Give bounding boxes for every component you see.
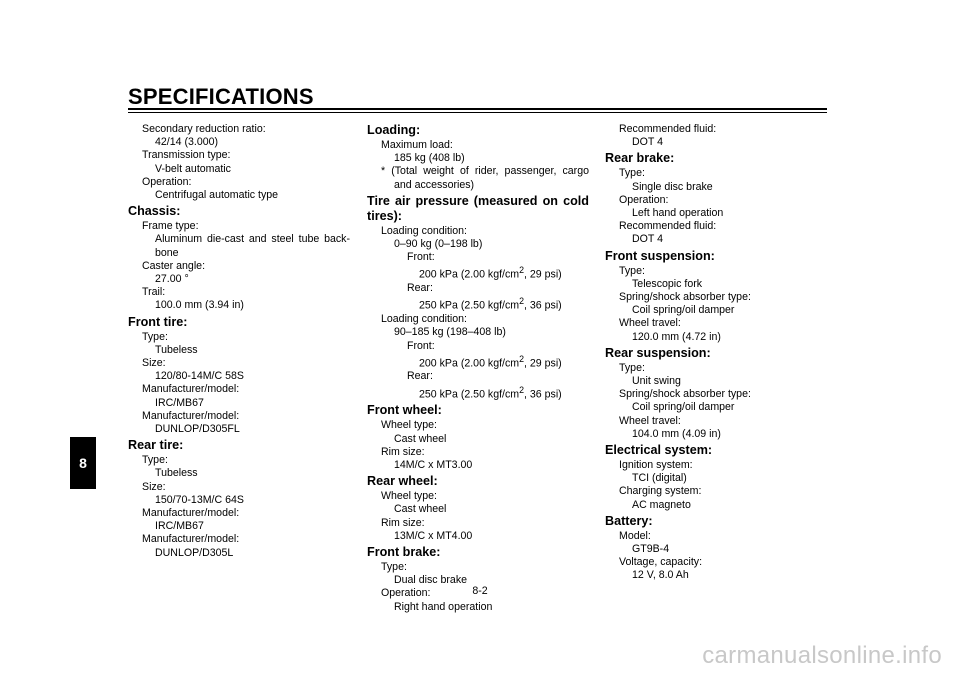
spec-label: Wheel type: [381, 490, 437, 503]
superscript: 2 [519, 353, 525, 364]
spec-label: Wheel type: [381, 419, 437, 432]
spec-label: Caster angle: [142, 259, 206, 272]
spec-label: Spring/shock absorber type: [619, 388, 751, 401]
spec-value [367, 295, 589, 313]
pressure-value-part: , 36 psi) [524, 299, 562, 312]
spec-value: TCI (digital) [632, 472, 687, 485]
pressure-value-part: 250 kPa (2.50 kgf/cm [419, 299, 520, 312]
spec-label: Type: [142, 454, 168, 467]
spec-value: DOT 4 [632, 233, 664, 246]
spec-value: Left hand operation [632, 207, 724, 220]
spec-value: 104.0 mm (4.09 in) [632, 427, 721, 440]
spec-value: DUNLOP/D305L [155, 546, 234, 559]
spec-label: Manufacturer/model: [142, 533, 240, 546]
spec-value: GT9B-4 [632, 543, 670, 556]
spec-value: V-belt automatic [155, 162, 231, 175]
spec-value: DOT 4 [632, 136, 664, 149]
spec-label: Front: [407, 339, 435, 352]
spec-value: IRC/MB67 [155, 520, 204, 533]
spec-label: Ignition system: [619, 459, 693, 472]
section-heading-loading: Loading: [367, 123, 421, 137]
spec-label: Frame type: [142, 220, 199, 233]
spec-value: Telescopic fork [632, 277, 703, 290]
spec-value: Single disc brake [632, 180, 713, 193]
section-heading-rear-tire: Rear tire: [128, 438, 184, 453]
spec-value: AC magneto [632, 498, 691, 511]
section-heading-rear-brake: Rear brake: [605, 151, 675, 166]
spec-value: DUNLOP/D305FL [155, 423, 240, 436]
header-rule-thin [128, 112, 827, 113]
spec-value: IRC/MB67 [155, 396, 204, 409]
superscript: 2 [519, 265, 525, 276]
spec-value [367, 264, 589, 282]
chapter-tab [70, 437, 96, 489]
section-heading-front-wheel: Front wheel: [367, 403, 442, 418]
spec-label: Transmission type: [142, 149, 231, 162]
spec-label: Manufacturer/model: [142, 383, 240, 396]
spec-value: 14M/C x MT3.00 [394, 458, 473, 471]
spec-label: Manufacturer/model: [142, 409, 240, 422]
section-heading-front-tire: Front tire: [128, 314, 188, 329]
section-heading-tire-pressure: Tire air pressure (measured on cold tires): [367, 193, 589, 223]
pressure-value-part: 200 kPa (2.00 kgf/cm [419, 357, 520, 370]
pressure-value-part: , 29 psi) [524, 357, 562, 370]
spec-label: Model: [619, 529, 651, 542]
spec-label: Rim size: [381, 516, 425, 529]
spec-label: Wheel travel: [619, 414, 681, 427]
page-number: 8-2 [472, 585, 488, 597]
header-rule-thick [128, 108, 827, 110]
spec-value: Unit swing [632, 375, 681, 388]
spec-value: 120.0 mm (4.72 in) [632, 330, 721, 343]
spec-value: Right hand operation [394, 600, 493, 613]
spec-label: Maximum load: [381, 139, 453, 151]
spec-value: Tubeless [155, 467, 198, 480]
pressure-value-part: 200 kPa (2.00 kgf/cm [419, 268, 520, 281]
superscript: 2 [519, 384, 525, 395]
spec-value: 13M/C x MT4.00 [394, 529, 473, 542]
spec-value: 0–90 kg (0–198 lb) [394, 238, 483, 251]
spec-label: Secondary reduction ratio: [142, 123, 266, 135]
spec-value: 120/80-14M/C 58S [155, 370, 244, 383]
spec-label: Manufacturer/model: [142, 507, 240, 520]
spec-value: 27.00 ° [155, 273, 189, 286]
spec-value: Coil spring/oil damper [632, 304, 735, 317]
spec-label: Recommended fluid: [619, 123, 717, 135]
spec-label: Operation: [142, 175, 192, 188]
spec-label: Type: [619, 361, 645, 374]
spec-value: Aluminum die-cast and steel tube back-bone [155, 233, 350, 259]
section-heading-front-brake: Front brake: [367, 545, 441, 559]
pressure-value-part: , 36 psi) [524, 388, 562, 401]
spec-column-3 [605, 123, 827, 583]
spec-label: Loading condition: [381, 313, 467, 326]
spec-label: Size: [142, 480, 166, 493]
chapter-tab-number: 8 [79, 455, 87, 471]
spec-label: Loading condition: [381, 224, 467, 237]
section-heading-chassis: Chassis: [128, 204, 181, 219]
spec-value [367, 384, 589, 402]
spec-value: 12 V, 8.0 Ah [632, 569, 689, 582]
spec-value: Tubeless [155, 343, 198, 356]
superscript: 2 [519, 296, 525, 307]
watermark: carmanualsonline.info [702, 642, 942, 669]
section-heading-front-suspension: Front suspension: [605, 248, 715, 263]
spec-label: Operation: [619, 193, 669, 206]
spec-value: 42/14 (3.000) [155, 136, 219, 149]
spec-value: 100.0 mm (3.94 in) [155, 299, 244, 312]
spec-value [367, 353, 589, 371]
pressure-value-part: , 29 psi) [524, 268, 562, 281]
spec-label: Trail: [142, 286, 166, 299]
spec-label: Front: [407, 251, 435, 264]
spec-label: Type: [381, 561, 407, 573]
spec-label: Operation: [381, 587, 431, 600]
spec-label: Type: [142, 330, 168, 343]
spec-label: Rear: [407, 370, 433, 383]
spec-label: Rear: [407, 282, 433, 295]
spec-value: Centrifugal automatic type [155, 189, 279, 202]
spec-label: Wheel travel: [619, 317, 681, 330]
spec-label: Type: [619, 167, 645, 180]
spec-label: Recommended fluid: [619, 220, 717, 233]
spec-value: Cast wheel [394, 503, 447, 516]
spec-label: Rim size: [381, 445, 425, 458]
section-heading-electrical: Electrical system: [605, 443, 713, 458]
page-title: SPECIFICATIONS [128, 84, 314, 109]
spec-value: 150/70-13M/C 64S [155, 493, 244, 506]
spec-value: Dual disc brake [394, 574, 468, 587]
spec-value: Coil spring/oil damper [632, 401, 735, 414]
section-heading-battery: Battery: [605, 513, 653, 528]
spec-column-1 [128, 123, 350, 560]
spec-label: Size: [142, 357, 166, 370]
spec-label: Charging system: [619, 485, 702, 498]
spec-label: Voltage, capacity: [619, 556, 703, 569]
spec-column-2 [367, 123, 589, 614]
spec-label: Spring/shock absorber type: [619, 291, 751, 304]
spec-value: 185 kg (408 lb) [394, 152, 465, 165]
spec-value: Cast wheel [394, 432, 447, 445]
load-footnote: * (Total weight of rider, passenger, cargo and accessories) [381, 165, 589, 191]
pressure-value-part: 250 kPa (2.50 kgf/cm [419, 388, 520, 401]
spec-value: 90–185 kg (198–408 lb) [394, 326, 506, 339]
section-heading-rear-wheel: Rear wheel: [367, 474, 438, 489]
section-heading-rear-suspension: Rear suspension: [605, 345, 711, 360]
spec-label: Type: [619, 264, 645, 277]
